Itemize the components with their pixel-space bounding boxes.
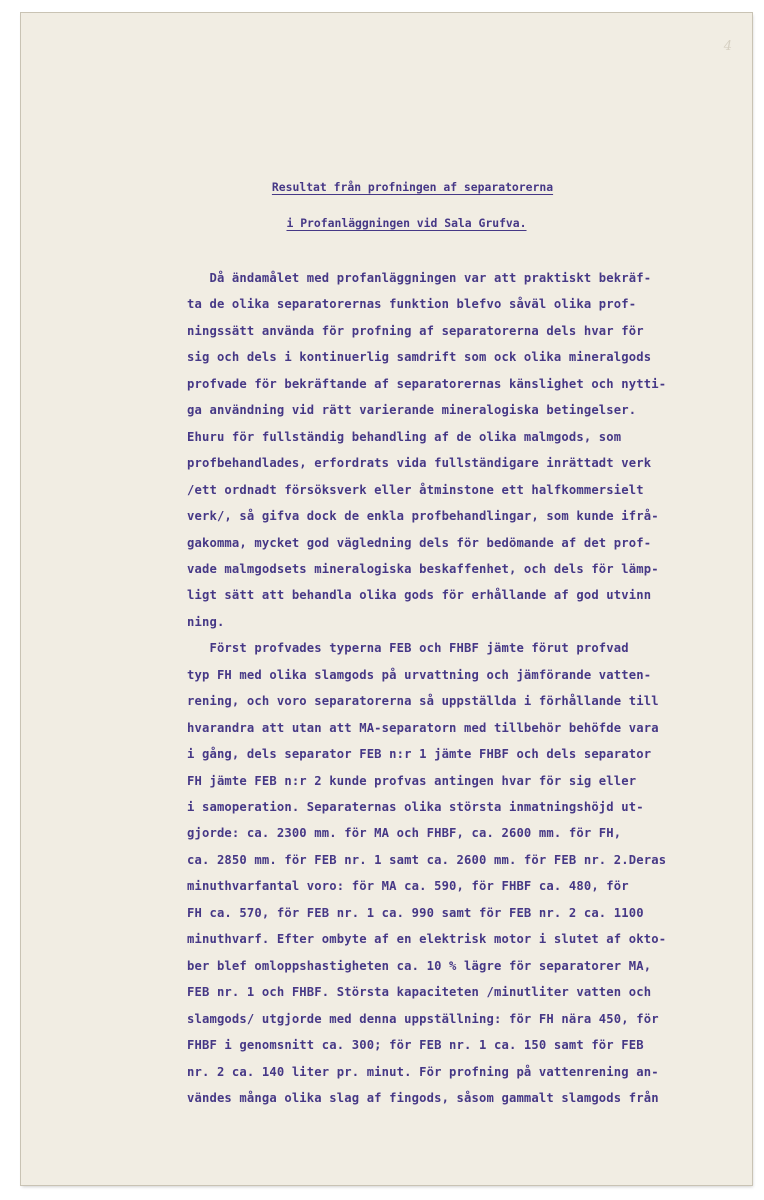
body-line: i samoperation. Separaternas olika största inmatningshöjd ut- [187,800,644,814]
document-title-line-2: i Profanläggningen vid Sala Grufva. [286,216,527,230]
body-line: profvade för bekräftande af separatorernas känslighet och nytti- [187,376,667,391]
body-line: rening, och voro separatorerna så uppställda i förhållande till [187,694,659,709]
body-line: slamgods/ utgjorde med denna uppställning: för FH nära 450, för [187,1011,659,1026]
body-line: gakomma, mycket god vägledning dels för bedömande af det prof- [187,535,652,550]
typewritten-page [21,13,752,1185]
body-line: Först profvades typerna FEB och FHBF jämte förut profvad [187,641,629,656]
document-title-line-1: Resultat från profningen af separatorerna [271,180,554,194]
body-line: profbehandlades, erfordrats vida fullständigare inrättadt verk [187,456,652,471]
body-line: gjorde: ca. 2300 mm. för MA och FHBF, ca. 2600 mm. för FH, [187,826,622,841]
body-line: typ FH med olika slamgods på urvattning och jämförande vatten- [187,667,652,682]
body-line: minuthvarf. Efter ombyte af en elektrisk motor i slutet af okto- [187,932,667,947]
body-line: ningssätt använda för profning af separatorerna dels hvar för [187,323,644,338]
body-line: FH ca. 570, för FEB nr. 1 ca. 990 samt för FEB nr. 2 ca. 1100 [187,905,644,920]
body-line: vade malmgodsets mineralogiska beskaffenhet, och dels för lämp- [187,561,659,576]
body-line: hvarandra att utan att MA-separatorn med tillbehör behöfde vara [187,720,659,735]
body-line: ligt sätt att behandla olika gods för erhållande af god utvinn [187,588,652,603]
body-line: minuthvarfantal voro: för MA ca. 590, för FHBF ca. 480, för [187,879,629,894]
body-line: FHBF i genomsnitt ca. 300; för FEB nr. 1 ca. 150 samt för FEB [187,1038,644,1053]
body-line: ca. 2850 mm. för FEB nr. 1 samt ca. 2600 mm. för FEB nr. 2.Deras [187,852,667,867]
body-line: /ett ordnadt försöksverk eller åtminstone ett halfkommersielt [187,482,644,497]
body-line: ga användning vid rätt varierande mineralogiska betingelser. [187,403,637,418]
body-line: vändes många olika slag af fingods, såsom gammalt slamgods från [187,1090,659,1105]
body-line: nr. 2 ca. 140 liter pr. minut. För profning på vattenrening an- [187,1064,659,1079]
body-line: sig och dels i kontinuerlig samdrift som ock olika mineralgods [187,350,652,365]
page-number-mark: 4 [723,39,732,54]
body-line: verk/, så gifva dock de enkla profbehandlingar, som kunde ifrå- [187,509,659,524]
body-line: Ehuru för fullständig behandling af de olika malmgods, som [187,429,622,444]
body-line: ta de olika separatorernas funktion blefvo såväl olika prof- [187,297,637,312]
body-line: FH jämte FEB n:r 2 kunde profvas antingen hvar för sig eller [187,773,637,788]
body-line: i gång, dels separator FEB n:r 1 jämte FHBF och dels separator [187,747,652,762]
body-line: FEB nr. 1 och FHBF. Största kapaciteten /minutliter vatten och [187,985,652,1000]
body-line: ber blef omloppshastigheten ca. 10 % lägre för separatorer MA, [187,958,652,973]
body-line: Då ändamålet med profanläggningen var att praktiskt bekräf- [187,271,652,285]
body-line: ning. [187,614,225,629]
